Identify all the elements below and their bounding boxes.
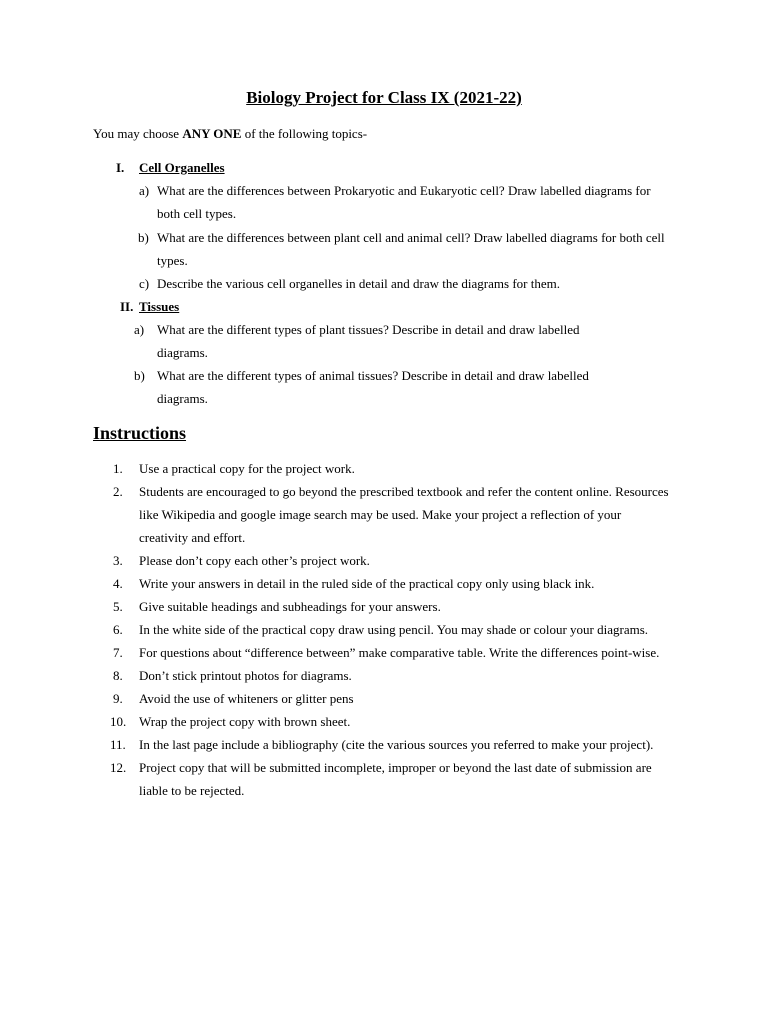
section-numeral: I. <box>116 160 125 175</box>
instruction-item <box>93 756 673 802</box>
topic-text: What are the differences between plant cell and animal cell? Draw labelled diagrams for both cell types. <box>157 230 665 268</box>
instruction-text: Please don’t copy each other’s project work. <box>139 553 370 568</box>
topic-letter: b) <box>134 368 145 383</box>
intro-text <box>93 122 693 145</box>
instruction-text: In the white side of the practical copy draw using pencil. You may shade or colour your diagrams. <box>139 622 649 637</box>
section-heading-cell-organelles <box>116 156 225 179</box>
instruction-number: 1. <box>113 461 123 476</box>
topic-letter: b) <box>138 230 149 245</box>
instruction-text: Write your answers in detail in the ruled side of the practical copy only using black ink. <box>139 576 595 591</box>
topic-item <box>134 318 634 364</box>
instruction-text: Wrap the project copy with brown sheet. <box>139 714 351 729</box>
instruction-item <box>93 687 673 710</box>
topic-item <box>138 226 668 272</box>
instruction-item <box>93 480 673 549</box>
topic-text: Describe the various cell organelles in detail and draw the diagrams for them. <box>157 276 560 291</box>
section-heading-label: Tissues <box>139 299 180 314</box>
document-title: Biology Project for Class IX (2021-22) <box>246 88 522 107</box>
instruction-text: Don’t stick printout photos for diagrams. <box>139 668 352 683</box>
topic-text: What are the different types of plant tissues? Describe in detail and draw labelled diagrams. <box>157 322 580 360</box>
instruction-number: 3. <box>113 553 123 568</box>
instruction-number: 8. <box>113 668 123 683</box>
topic-item <box>134 364 634 410</box>
instruction-number: 5. <box>113 599 123 614</box>
intro-after: of the following topics- <box>241 126 368 141</box>
instructions-heading: Instructions <box>93 423 187 443</box>
topic-letter: c) <box>139 276 150 291</box>
topic-letter: a) <box>139 183 150 198</box>
topic-item <box>139 179 669 225</box>
intro-before: You may choose <box>93 126 183 141</box>
section-numeral: II. <box>120 299 134 314</box>
instruction-number: 6. <box>113 622 123 637</box>
instruction-text: Avoid the use of whiteners or glitter pens <box>139 691 354 706</box>
instruction-item <box>93 572 673 595</box>
instruction-item <box>93 710 673 733</box>
instruction-text: For questions about “difference between” make comparative table. Write the differences point-wise. <box>139 645 660 660</box>
intro-emphasis: ANY ONE <box>182 126 242 141</box>
instruction-text: Use a practical copy for the project work. <box>139 461 355 476</box>
instruction-number: 7. <box>113 645 123 660</box>
topic-letter: a) <box>134 322 145 337</box>
instruction-item <box>93 641 673 664</box>
instruction-text: In the last page include a bibliography (cite the various sources you referred to make your project). <box>139 737 654 752</box>
instruction-item <box>93 618 673 641</box>
instruction-item <box>93 549 673 572</box>
instruction-number: 4. <box>113 576 123 591</box>
instruction-number: 9. <box>113 691 123 706</box>
topic-text: What are the different types of animal tissues? Describe in detail and draw labelled diagrams. <box>157 368 589 406</box>
instruction-text: Give suitable headings and subheadings for your answers. <box>139 599 441 614</box>
instruction-text: Students are encouraged to go beyond the prescribed textbook and refer the content online. Resources like Wikipedia and google image search may be used. Make your project a reflection of your creativity and effort. <box>139 484 669 545</box>
instruction-item <box>93 457 673 480</box>
instruction-number: 10. <box>110 714 127 729</box>
instruction-text: Project copy that will be submitted incomplete, improper or beyond the last date of submission are liable to be rejected. <box>139 760 652 798</box>
section-heading-tissues <box>120 295 179 318</box>
section-heading-label: Cell Organelles <box>139 160 225 175</box>
instruction-item <box>93 664 673 687</box>
instruction-number: 12. <box>110 760 127 775</box>
instruction-item <box>93 595 673 618</box>
topic-text: What are the differences between Prokaryotic and Eukaryotic cell? Draw labelled diagrams for both cell types. <box>157 183 651 221</box>
instructions-list <box>93 457 673 802</box>
instruction-number: 2. <box>113 484 123 499</box>
topic-item <box>139 272 669 295</box>
instruction-number: 11. <box>110 737 126 752</box>
instruction-item <box>93 733 673 756</box>
